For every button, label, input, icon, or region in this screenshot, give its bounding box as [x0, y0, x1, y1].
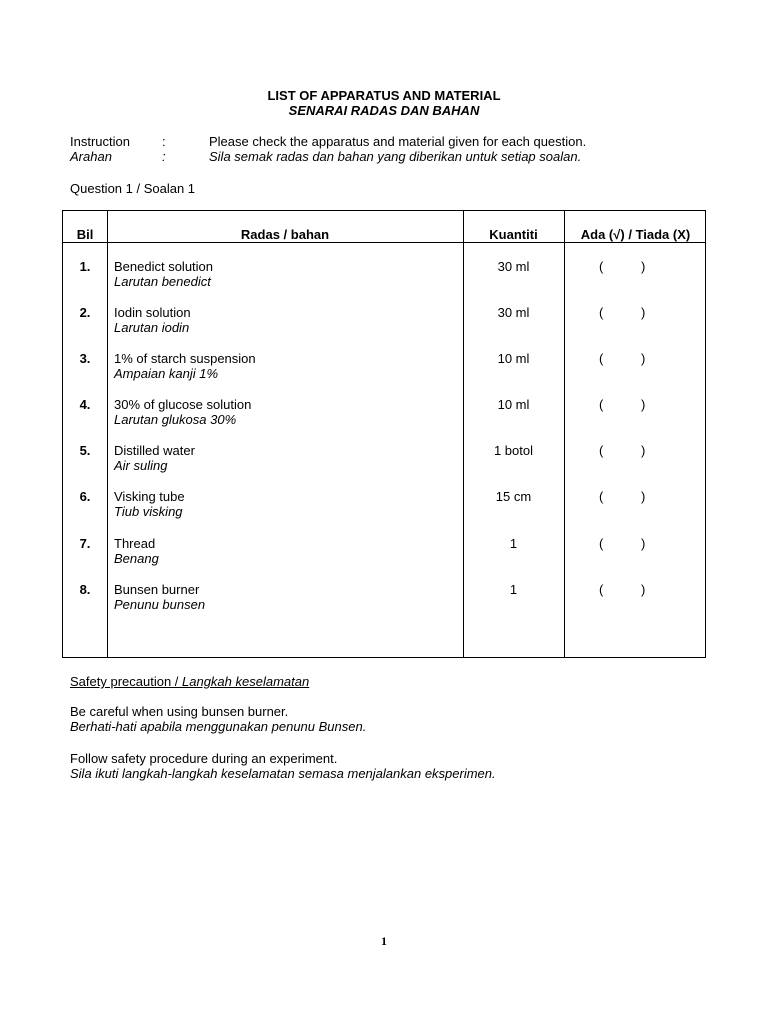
- item-name-en: Distilled water: [114, 443, 195, 458]
- check-open-paren: (: [599, 351, 604, 366]
- check-close-paren: ): [641, 489, 646, 504]
- item-name-my: Penunu bunsen: [114, 597, 206, 612]
- row-number: 3.: [79, 351, 91, 366]
- table-row: [63, 536, 705, 576]
- item-quantity: 1: [509, 536, 518, 551]
- header-ada-tiada: Ada (√) / Tiada (X): [580, 227, 691, 242]
- arahan-colon: :: [162, 149, 166, 164]
- item-quantity: 10 ml: [497, 397, 530, 412]
- safety-item-my: Berhati-hati apabila menggunakan penunu Bunsen.: [70, 719, 367, 734]
- item-name-my: Larutan iodin: [114, 320, 190, 335]
- arahan-label: Arahan: [70, 149, 112, 164]
- safety-item-en: Be careful when using bunsen burner.: [70, 704, 289, 719]
- check-close-paren: ): [641, 536, 646, 551]
- row-number: 4.: [79, 397, 91, 412]
- instruction-colon: :: [162, 134, 166, 149]
- question-heading: Question 1 / Soalan 1: [70, 181, 196, 196]
- check-open-paren: (: [599, 443, 604, 458]
- safety-item-my: Sila ikuti langkah-langkah keselamatan semasa menjalankan eksperimen.: [70, 766, 496, 781]
- document-subtitle: SENARAI RADAS DAN BAHAN: [288, 103, 480, 118]
- table-row: [63, 397, 705, 437]
- check-close-paren: ): [641, 397, 646, 412]
- apparatus-table: [62, 210, 706, 658]
- row-number: 8.: [79, 582, 91, 597]
- item-name-en: Iodin solution: [114, 305, 191, 320]
- table-row: [63, 489, 705, 529]
- header-bil: Bil: [76, 227, 94, 242]
- check-open-paren: (: [599, 489, 604, 504]
- arahan-text: Sila semak radas dan bahan yang diberikan untuk setiap soalan.: [209, 149, 582, 164]
- page-number: 1: [381, 934, 387, 948]
- safety-heading-en: Safety precaution /: [70, 674, 183, 689]
- table-row: [63, 351, 705, 391]
- header-radas: Radas / bahan: [240, 227, 330, 242]
- table-row: [63, 443, 705, 483]
- safety-heading-my: Langkah keselamatan: [182, 674, 310, 689]
- safety-item-en: Follow safety procedure during an experiment.: [70, 751, 338, 766]
- check-close-paren: ): [641, 259, 646, 274]
- item-name-my: Larutan benedict: [114, 274, 211, 289]
- item-name-en: Thread: [114, 536, 156, 551]
- item-name-my: Tiub visking: [114, 504, 183, 519]
- check-open-paren: (: [599, 582, 604, 597]
- item-name-my: Air suling: [114, 458, 168, 473]
- item-quantity: 1: [509, 582, 518, 597]
- table-row: [63, 305, 705, 345]
- table-header-divider: [63, 242, 705, 243]
- instruction-text: Please check the apparatus and material given for each question.: [209, 134, 587, 149]
- item-name-en: 30% of glucose solution: [114, 397, 252, 412]
- row-number: 2.: [79, 305, 91, 320]
- check-close-paren: ): [641, 305, 646, 320]
- check-open-paren: (: [599, 536, 604, 551]
- item-quantity: 15 cm: [495, 489, 532, 504]
- item-quantity: 30 ml: [497, 259, 530, 274]
- item-name-my: Benang: [114, 551, 159, 566]
- item-name-my: Larutan glukosa 30%: [114, 412, 237, 427]
- row-number: 6.: [79, 489, 91, 504]
- item-name-en: Visking tube: [114, 489, 185, 504]
- check-open-paren: (: [599, 305, 604, 320]
- table-row: [63, 582, 705, 622]
- header-kuantiti: Kuantiti: [489, 227, 538, 242]
- check-open-paren: (: [599, 259, 604, 274]
- check-close-paren: ): [641, 351, 646, 366]
- item-quantity: 1 botol: [493, 443, 534, 458]
- row-number: 1.: [79, 259, 91, 274]
- check-open-paren: (: [599, 397, 604, 412]
- row-number: 7.: [79, 536, 91, 551]
- item-quantity: 10 ml: [497, 351, 530, 366]
- row-number: 5.: [79, 443, 91, 458]
- table-row: [63, 259, 705, 299]
- item-name-en: Benedict solution: [114, 259, 214, 274]
- item-quantity: 30 ml: [497, 305, 530, 320]
- item-name-en: Bunsen burner: [114, 582, 200, 597]
- check-close-paren: ): [641, 582, 646, 597]
- document-title: LIST OF APPARATUS AND MATERIAL: [267, 88, 501, 103]
- instruction-label: Instruction: [70, 134, 130, 149]
- safety-heading: [70, 674, 309, 689]
- check-close-paren: ): [641, 443, 646, 458]
- item-name-en: 1% of starch suspension: [114, 351, 256, 366]
- item-name-my: Ampaian kanji 1%: [114, 366, 219, 381]
